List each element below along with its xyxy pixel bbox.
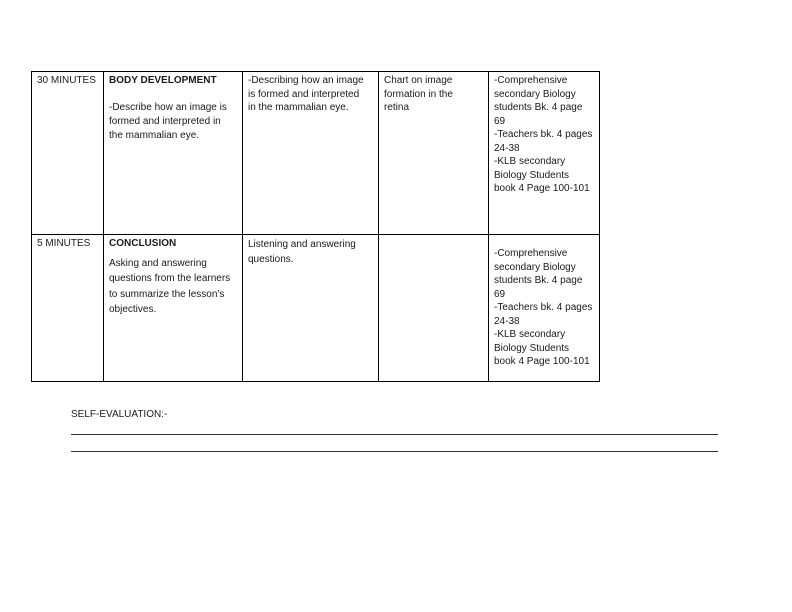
table-row bbox=[32, 235, 600, 382]
activity-line: in the mammalian eye. bbox=[248, 102, 349, 113]
activities-cell bbox=[243, 235, 379, 382]
activity-line: questions. bbox=[248, 254, 294, 265]
resource-line: secondary Biology bbox=[494, 261, 576, 273]
activity-line: is formed and interpreted bbox=[248, 88, 360, 100]
time-cell bbox=[32, 72, 104, 235]
resource-line: 24-38 bbox=[494, 315, 520, 327]
resource-line: -Comprehensive bbox=[494, 248, 568, 259]
activity-line: -Describing how an image bbox=[248, 75, 364, 86]
resource-line: students Bk. 4 page bbox=[494, 275, 583, 286]
content-line: objectives. bbox=[109, 304, 157, 315]
lesson-plan-table bbox=[31, 71, 600, 382]
resource-line: -Teachers bk. 4 pages bbox=[494, 129, 593, 140]
activity-line: Listening and answering bbox=[248, 239, 356, 250]
resource-line: book 4 Page 100-101 bbox=[494, 183, 590, 194]
content-line: to summarize the lesson’s bbox=[109, 288, 225, 300]
content-line: the mammalian eye. bbox=[109, 129, 200, 141]
content-line: formed and interpreted in bbox=[109, 115, 221, 127]
material-line: formation in the bbox=[384, 88, 453, 100]
resource-line: secondary Biology bbox=[494, 88, 576, 100]
materials-cell bbox=[379, 235, 489, 382]
table-row bbox=[32, 72, 600, 235]
content-cell bbox=[104, 235, 243, 382]
content-line: Asking and answering bbox=[109, 257, 207, 269]
resources-cell bbox=[489, 235, 600, 382]
self-evaluation-label: SELF-EVALUATION:- bbox=[71, 409, 168, 420]
resource-line: -Teachers bk. 4 pages bbox=[494, 302, 593, 313]
time-cell bbox=[32, 235, 104, 382]
section-heading: CONCLUSION bbox=[109, 238, 177, 249]
resource-line: book 4 Page 100-101 bbox=[494, 356, 590, 367]
evaluation-line bbox=[71, 434, 718, 435]
content-line: questions from the learners bbox=[109, 273, 231, 284]
content-line: -Describe how an image is bbox=[109, 101, 227, 113]
resource-line: Biology Students bbox=[494, 342, 570, 354]
resource-line: -Comprehensive bbox=[494, 75, 568, 86]
time-label: 30 MINUTES bbox=[37, 75, 96, 86]
time-label: 5 MINUTES bbox=[37, 238, 91, 249]
activities-cell bbox=[243, 72, 379, 235]
material-line: retina bbox=[384, 102, 410, 113]
resource-line: students Bk. 4 page bbox=[494, 102, 583, 113]
materials-cell bbox=[379, 72, 489, 235]
material-line: Chart on image bbox=[384, 75, 453, 86]
resources-cell bbox=[489, 72, 600, 235]
content-cell bbox=[104, 72, 243, 235]
resource-line: 69 bbox=[494, 288, 506, 300]
section-heading: BODY DEVELOPMENT bbox=[109, 75, 217, 86]
evaluation-line bbox=[71, 451, 718, 452]
resource-line: 69 bbox=[494, 115, 506, 127]
resource-line: -KLB secondary bbox=[494, 329, 566, 340]
resource-line: Biology Students bbox=[494, 169, 570, 181]
resource-line: -KLB secondary bbox=[494, 156, 566, 167]
resource-line: 24-38 bbox=[494, 142, 520, 154]
